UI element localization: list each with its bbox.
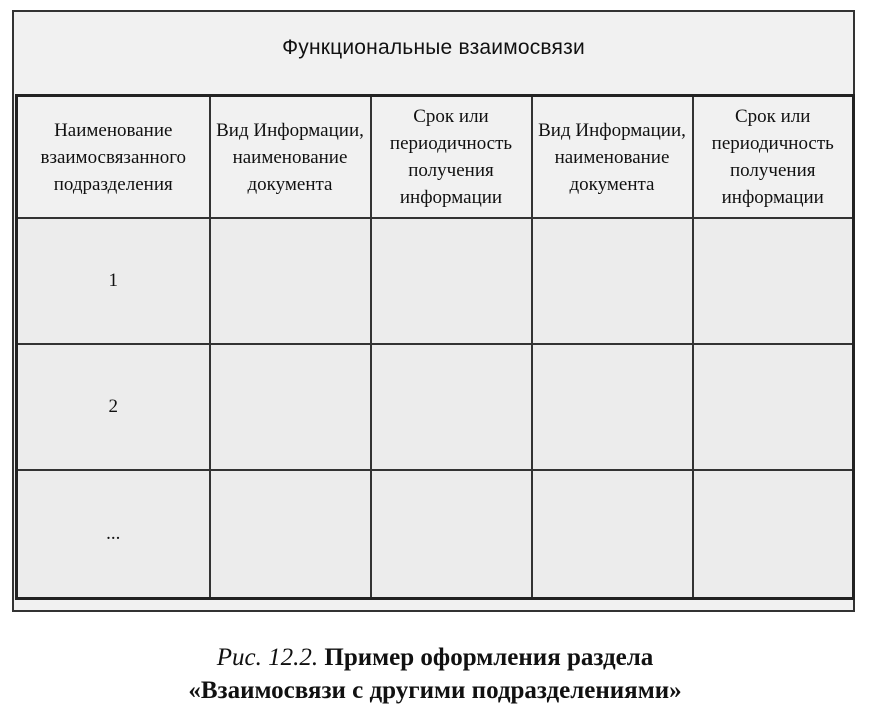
empty-cell (693, 218, 854, 344)
figure-frame (12, 10, 855, 612)
table-row (17, 344, 854, 470)
column-header-period (371, 96, 532, 219)
empty-cell (693, 470, 854, 599)
empty-cell (693, 344, 854, 470)
column-header-label: Вид Информации, наименование документа (538, 119, 686, 195)
column-header-info-type (210, 96, 371, 219)
column-header-period (693, 96, 854, 219)
empty-cell (532, 470, 693, 599)
row-label-cell: 1 (17, 218, 210, 344)
caption-line-1 (0, 641, 870, 674)
caption-line-2: «Взаимосвязи с другими подразделениями» (188, 677, 682, 704)
figure-caption (0, 641, 870, 707)
caption-text: Пример оформления раздела (324, 644, 654, 671)
column-header-label: Срок или периодичность получения информации (711, 106, 834, 208)
column-header-label: Наименование взаимосвязанного подразделения (40, 119, 187, 195)
row-label-cell: ... (17, 470, 210, 599)
table-title: Функциональные взаимосвязи (282, 36, 585, 59)
empty-cell (371, 218, 532, 344)
table-header-row (17, 96, 854, 219)
table-row (17, 470, 854, 599)
column-header-label: Вид Информации, наименование документа (216, 119, 364, 195)
table-row (17, 218, 854, 344)
column-header-label: Срок или периодичность получения информации (389, 106, 513, 208)
empty-cell (210, 344, 371, 470)
empty-cell (532, 218, 693, 344)
row-label-cell: 2 (17, 344, 210, 470)
empty-cell (532, 344, 693, 470)
functional-links-table (15, 94, 855, 600)
empty-cell (210, 218, 371, 344)
figure-reference: Рис. 12.2. (216, 644, 319, 671)
empty-cell (210, 470, 371, 599)
column-header-info-type (532, 96, 693, 219)
empty-cell (371, 470, 532, 599)
column-header-department (17, 96, 210, 219)
empty-cell (371, 344, 532, 470)
